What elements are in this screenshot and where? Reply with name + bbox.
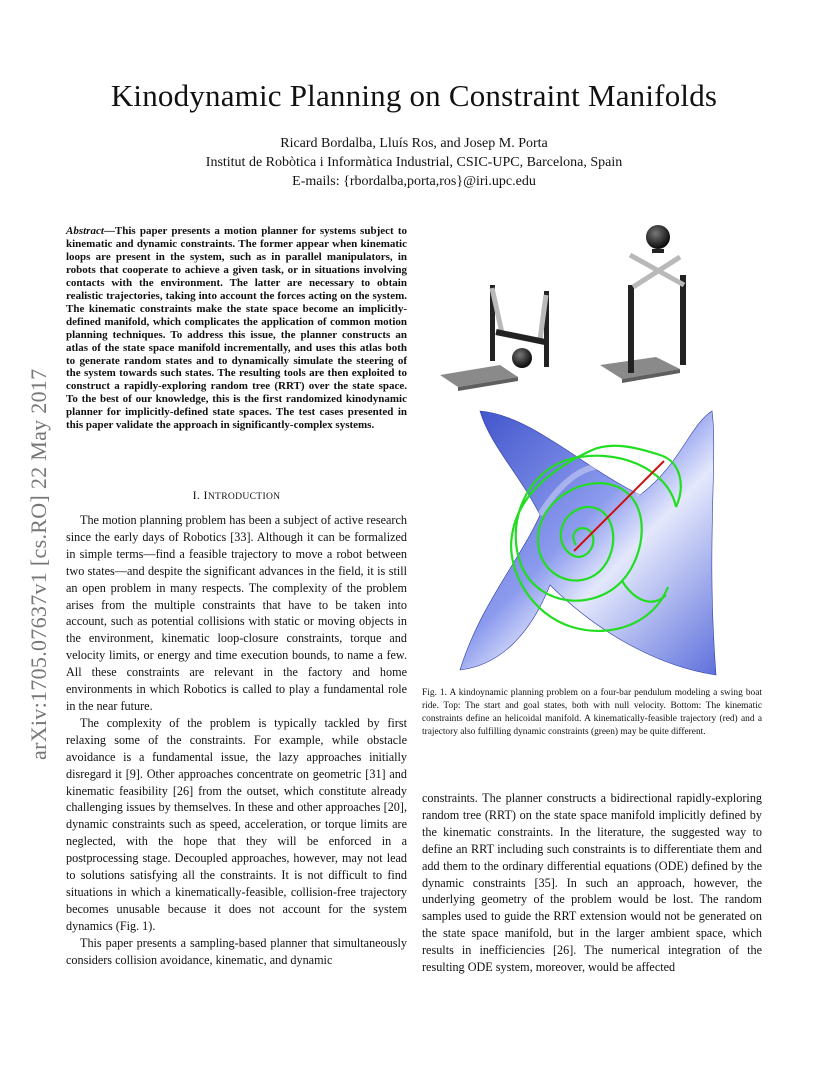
figure-1 [440, 215, 760, 680]
goal-state-robot [600, 225, 686, 383]
arxiv-identifier [26, 290, 56, 760]
section-rest: NTRODUCTION [207, 491, 281, 502]
intro-paragraph-2: The complexity of the problem is typically tackled by first relaxing some of the constraints. For example, while obstacle avoidance is a fundamental issue, the lazy approaches initially disregard it [9]. Other approaches concentrate on geometric [31] and kinematic feasibility [26] from the outset, which constitute already challenging issues by themselves. In these and other approaches [20], dynamic constraints such as speed, acceleration, or torque limits are neglected, with the hope that they will be enforced in a postprocessing stage. Decoupled approaches, however, may not lead to solutions satisfying all the constraints. It is not difficult to find situations in which a kinematically-feasible, collision-free trajectory becomes unusable because it does not account for the system dynamics (Fig. 1). [66, 715, 407, 933]
section-cap: I [203, 488, 208, 502]
right-column-text [422, 790, 762, 976]
intro-paragraph-3: This paper presents a sampling-based planner that simultaneously considers collision avoidance, kinematic, and dynamic [66, 935, 407, 967]
start-state-robot [440, 285, 549, 391]
section-numeral: I. [192, 488, 201, 502]
abstract [66, 225, 407, 432]
affiliation: Institut de Robòtica i Informàtica Industrial, CSIC-UPC, Barcelona, Spain [205, 155, 623, 170]
author-block [60, 134, 768, 191]
section-heading [66, 488, 407, 503]
intro-paragraph-1: The motion planning problem has been a subject of active research since the early days of Robotics [33]. Although it can be formalized in simple terms—find a feasible trajectory to move a robot between two states—and despite the significant advances in the field, it is still an open problem in many respects. The complexity of the problem arises from the multiple constraints that have to be taken into account, such as potential collisions with static or moving objects in the environment, kinematic loop-closure constraints, torque and velocity limits, or energy and time execution bounds, to name a few. All these constraints are relevant in the factory and home environments in which Robotics is called to play a fundamental role in the near future. [66, 513, 407, 713]
introduction [66, 512, 407, 968]
right-paragraph: constraints. The planner constructs a bidirectional rapidly-exploring random tree (RRT) on the state space manifold implicitly defined by the kinematic constraints. In the literature, the suggested way to define an RRT including such constraints is to differentiate them and add them to the ordinary differential equations (ODE) defined by the dynamic constraints [35]. In such an approach, however, the underlying geometry of the problem would be lost. The random samples used to guide the RRT extension would not be generated on the state space manifold, but in the larger ambient space, which results in inefficiencies [26]. The numerical integration of the resulting ODE system, moreover, would be affected [422, 791, 762, 975]
arxiv-identifier-text: arXiv:1705.07637v1 [cs.RO] 22 May 2017 [26, 368, 51, 760]
authors: Ricard Bordalba, Lluís Ros, and Josep M. Porta [280, 136, 548, 151]
abstract-lead: Abstract [66, 225, 104, 237]
figure-caption: Fig. 1. A kindoynamic planning problem on a four-bar pendulum modeling a swing boat ride. Top: The start and goal states, both with null velocity. Bottom: The kinematic constraints define an helicoidal manifold. A kinematically-feasible trajectory (red) and a trajectory also fulfilling dynamic constraints (green) may be quite different. [422, 688, 762, 737]
emails: E-mails: {rbordalba,porta,ros}@iri.upc.edu [292, 174, 536, 189]
abstract-text: —This paper presents a motion planner for systems subject to kinematic and dynamic constraints. The former appear when kinematic loops are present in the system, such as in parallel manipulators, in robots that cooperate to achieve a given task, or in situations involving contacts with the environment. The latter are necessary to obtain realistic trajectories, taking into account the forces acting on the system. The kinematic constraints make the state space become an implicitly-defined manifold, which complicates the application of common motion planning techniques. To address this issue, the planner constructs an atlas of the state space manifold incrementally, and uses this atlas both to generate random states and to dynamically simulate the steering of the system towards such states. The resulting tools are then exploited to construct a rapidly-exploring random tree (RRT) over the state space. To the best of our knowledge, this is the first randomized kinodynamic planner for implicitly-defined state spaces. The test cases presented in this paper validate the approach in significantly-complex systems. [66, 225, 407, 432]
paper-title: Kinodynamic Planning on Constraint Manifolds [110, 78, 718, 113]
helicoidal-manifold [460, 411, 716, 675]
